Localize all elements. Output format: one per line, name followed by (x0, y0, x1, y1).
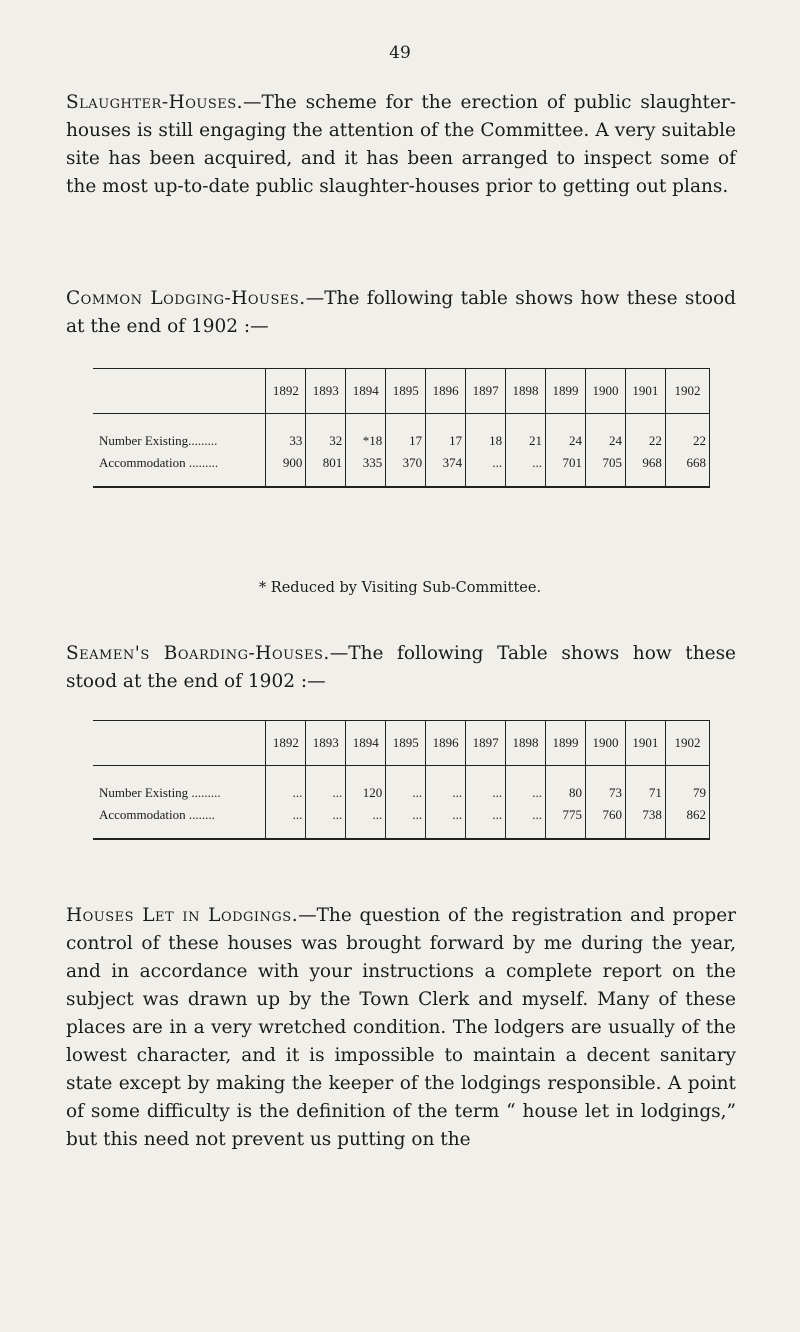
table-cell: 968 (625, 452, 665, 474)
table-cell: 17 (426, 430, 466, 452)
slaughter-houses-heading: Slaughter-Houses. (66, 92, 244, 113)
lodging-houses-text: —The following table shows how these stood at the end of 1902 :— (66, 288, 736, 337)
table-cell: 801 (306, 452, 346, 474)
table-cell: 22 (625, 430, 665, 452)
table-cell: 24 (585, 430, 625, 452)
slaughter-houses-paragraph (66, 89, 736, 201)
year-header: 1898 (506, 721, 546, 766)
table-cell: 120 (346, 782, 386, 804)
header-blank (93, 369, 266, 414)
boarding-houses-table-wrap (93, 720, 710, 840)
year-header: 1902 (665, 369, 709, 414)
boarding-houses-paragraph (66, 640, 736, 696)
year-header: 1901 (625, 369, 665, 414)
table-cell: ... (506, 452, 546, 474)
houses-let-paragraph (66, 902, 736, 1154)
table-cell: ... (466, 782, 506, 804)
year-header: 1892 (266, 369, 306, 414)
row-label: Number Existing ......... (93, 782, 266, 804)
boarding-houses-heading: Seamen's Boarding-Houses. (66, 643, 330, 664)
table-cell: ... (266, 782, 306, 804)
year-header: 1893 (306, 369, 346, 414)
table-cell: 22 (665, 430, 709, 452)
houses-let-heading: Houses Let in Lodgings. (66, 905, 299, 926)
year-header: 1897 (466, 369, 506, 414)
table-row (93, 452, 710, 474)
table-cell: ... (266, 804, 306, 826)
table-cell: 335 (346, 452, 386, 474)
lodging-houses-heading: Common Lodging-Houses. (66, 288, 306, 309)
table-cell: ... (306, 804, 346, 826)
table-row (93, 430, 710, 452)
table-cell: 705 (585, 452, 625, 474)
table-row (93, 782, 710, 804)
table-cell: 668 (665, 452, 709, 474)
table-cell: 760 (585, 804, 625, 826)
table-cell: 370 (386, 452, 426, 474)
table-cell: ... (386, 804, 426, 826)
table-cell: 79 (665, 782, 709, 804)
lodging-houses-paragraph (66, 285, 736, 341)
header-blank (93, 721, 266, 766)
year-header: 1896 (426, 369, 466, 414)
table-cell: ... (386, 782, 426, 804)
slaughter-houses-text: —The scheme for the erection of public slaughter-houses is still engaging the attention of the Committee. A very suitable site has been acquired, and it has been arranged to inspect some of the most up-to-date public slaughter-houses prior to getting out plans. (66, 92, 736, 197)
table-cell: 18 (466, 430, 506, 452)
year-header: 1897 (466, 721, 506, 766)
table-cell: 24 (546, 430, 586, 452)
page-number: 49 (389, 43, 411, 63)
table-header-row (93, 721, 710, 766)
table-cell: *18 (346, 430, 386, 452)
year-header: 1899 (546, 721, 586, 766)
table-cell: ... (506, 804, 546, 826)
year-header: 1895 (386, 721, 426, 766)
lodging-houses-table (93, 368, 710, 488)
lodging-houses-table-wrap (93, 368, 710, 488)
table-cell: 32 (306, 430, 346, 452)
table-cell: 862 (665, 804, 709, 826)
boarding-houses-table (93, 720, 710, 840)
year-header: 1900 (585, 369, 625, 414)
year-header: 1896 (426, 721, 466, 766)
table-cell: ... (506, 782, 546, 804)
table-cell: 80 (546, 782, 586, 804)
year-header: 1895 (386, 369, 426, 414)
table-cell: 73 (585, 782, 625, 804)
table-cell: 21 (506, 430, 546, 452)
year-header: 1898 (506, 369, 546, 414)
table-cell: 701 (546, 452, 586, 474)
year-header: 1894 (346, 369, 386, 414)
year-header: 1894 (346, 721, 386, 766)
year-header: 1893 (306, 721, 346, 766)
year-header: 1901 (625, 721, 665, 766)
table-cell: ... (426, 782, 466, 804)
table-cell: 17 (386, 430, 426, 452)
houses-let-text: —The question of the registration and proper control of these houses was brought forward by me during the year, and in accordance with your instructions a complete report on the subject was drawn up by the Town Clerk and myself. Many of these places are in a very wretched condition. The lodgers are usually of the lowest character, and it is impossible to maintain a decent sanitary state except by making the keeper of the lodgings responsible. A point of some difficulty is the definition of the term “ house let in lodgings,” but this need not prevent us putting on the (66, 905, 736, 1150)
year-header: 1900 (585, 721, 625, 766)
table-cell: 900 (266, 452, 306, 474)
table-cell: 738 (625, 804, 665, 826)
year-header: 1902 (665, 721, 709, 766)
table-row (93, 804, 710, 826)
year-header: 1899 (546, 369, 586, 414)
table-cell: 374 (426, 452, 466, 474)
table-cell: 71 (625, 782, 665, 804)
table-cell: ... (426, 804, 466, 826)
table-cell: ... (466, 452, 506, 474)
table-header-row (93, 369, 710, 414)
table-cell: ... (346, 804, 386, 826)
row-label: Accommodation ......... (93, 452, 266, 474)
year-header: 1892 (266, 721, 306, 766)
row-label: Accommodation ........ (93, 804, 266, 826)
table-cell: ... (466, 804, 506, 826)
footnote: * Reduced by Visiting Sub-Committee. (258, 580, 542, 596)
table-cell: 33 (266, 430, 306, 452)
table-cell: 775 (546, 804, 586, 826)
row-label: Number Existing......... (93, 430, 266, 452)
table-cell: ... (306, 782, 346, 804)
boarding-houses-text: —The following Table shows how these stood at the end of 1902 :— (66, 643, 737, 692)
